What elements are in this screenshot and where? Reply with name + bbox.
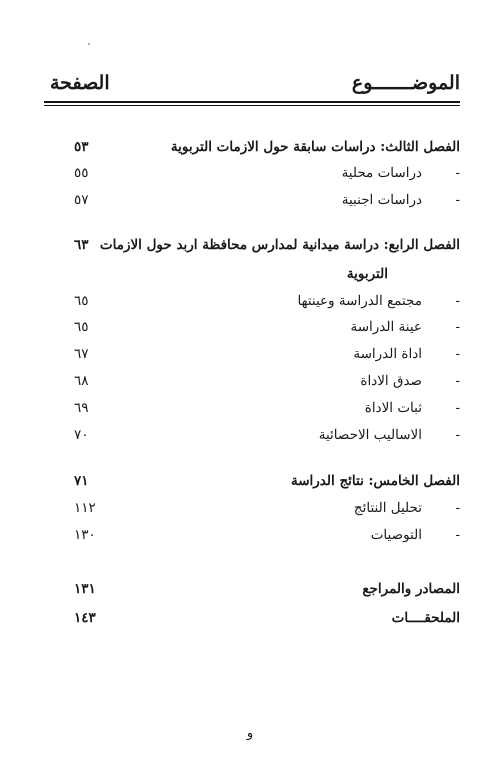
page-number: و bbox=[246, 726, 254, 741]
toc-page: ٦٧ bbox=[74, 346, 89, 362]
header-topic: الموضـــــــوع bbox=[351, 72, 460, 94]
toc-page: ١١٢ bbox=[74, 500, 96, 516]
toc-page: ٥٧ bbox=[74, 192, 89, 208]
bullet-dash: - bbox=[455, 527, 460, 543]
toc-row bbox=[60, 524, 460, 546]
bullet-dash: - bbox=[455, 373, 460, 389]
toc-page: ٥٣ bbox=[74, 139, 89, 155]
toc-title: ثبات الاداة bbox=[364, 400, 422, 416]
toc-row bbox=[60, 162, 460, 184]
toc-title: الملحقــــات bbox=[391, 610, 460, 626]
toc-row bbox=[60, 316, 460, 338]
toc-row bbox=[60, 470, 460, 492]
toc-title: الاساليب الاحصائية bbox=[318, 427, 422, 443]
toc-title: صدق الاداة bbox=[360, 373, 422, 389]
toc-row bbox=[60, 497, 460, 519]
toc-title: المصادر والمراجع bbox=[362, 581, 460, 597]
toc-row bbox=[60, 578, 460, 600]
toc-row bbox=[60, 424, 460, 446]
bullet-dash: - bbox=[455, 293, 460, 309]
toc-row bbox=[60, 136, 460, 158]
toc-page: ٧٠ bbox=[74, 427, 89, 443]
toc-row bbox=[60, 290, 460, 312]
toc-page: ١٣١ bbox=[74, 581, 96, 597]
toc-page: ٦٩ bbox=[74, 400, 89, 416]
bullet-dash: - bbox=[455, 192, 460, 208]
toc-row bbox=[60, 343, 460, 365]
toc-title: الفصل الرابع: دراسة ميدانية لمدارس محافظة اربد حول الازمات bbox=[99, 237, 460, 253]
toc-page: ١٣٠ bbox=[74, 527, 96, 543]
toc-title: دراسات اجنبية bbox=[341, 192, 422, 208]
toc-title: التربوية bbox=[346, 266, 388, 282]
header-rule-thin bbox=[44, 105, 460, 106]
toc-title: تحليل النتائج bbox=[353, 500, 422, 516]
header-rule-thick bbox=[44, 101, 460, 103]
bullet-dash: - bbox=[455, 500, 460, 516]
bullet-dash: - bbox=[455, 346, 460, 362]
toc-title: اداة الدراسة bbox=[353, 346, 422, 362]
toc-row bbox=[60, 370, 460, 392]
toc-title: مجتمع الدراسة وعينتها bbox=[297, 293, 422, 309]
toc-header bbox=[44, 70, 460, 100]
bullet-dash: - bbox=[455, 400, 460, 416]
toc-title: التوصيات bbox=[370, 527, 422, 543]
toc-page: ٧١ bbox=[74, 473, 89, 489]
toc-title: دراسات محلية bbox=[341, 165, 422, 181]
toc-title: الفصل الثالث: دراسات سابقة حول الازمات التربوية bbox=[170, 139, 460, 155]
toc-page: ٦٨ bbox=[74, 373, 89, 389]
toc-row bbox=[60, 607, 460, 629]
toc-row bbox=[60, 189, 460, 211]
bullet-dash: - bbox=[455, 427, 460, 443]
toc-page: ١٤٣ bbox=[74, 610, 96, 626]
toc-row bbox=[60, 263, 460, 285]
toc-row bbox=[60, 234, 460, 256]
toc-page: ٥٥ bbox=[74, 165, 89, 181]
bullet-dash: - bbox=[455, 319, 460, 335]
bullet-dash: - bbox=[455, 165, 460, 181]
toc-title: الفصل الخامس: نتائج الدراسة bbox=[290, 473, 460, 489]
toc-page: ٦٥ bbox=[74, 293, 89, 309]
toc-page: ٦٥ bbox=[74, 319, 89, 335]
toc-title: عينة الدراسة bbox=[350, 319, 422, 335]
scan-speck bbox=[88, 43, 90, 45]
toc-page: ٦٣ bbox=[74, 237, 89, 253]
toc-row bbox=[60, 397, 460, 419]
header-page: الصفحة bbox=[50, 72, 110, 94]
